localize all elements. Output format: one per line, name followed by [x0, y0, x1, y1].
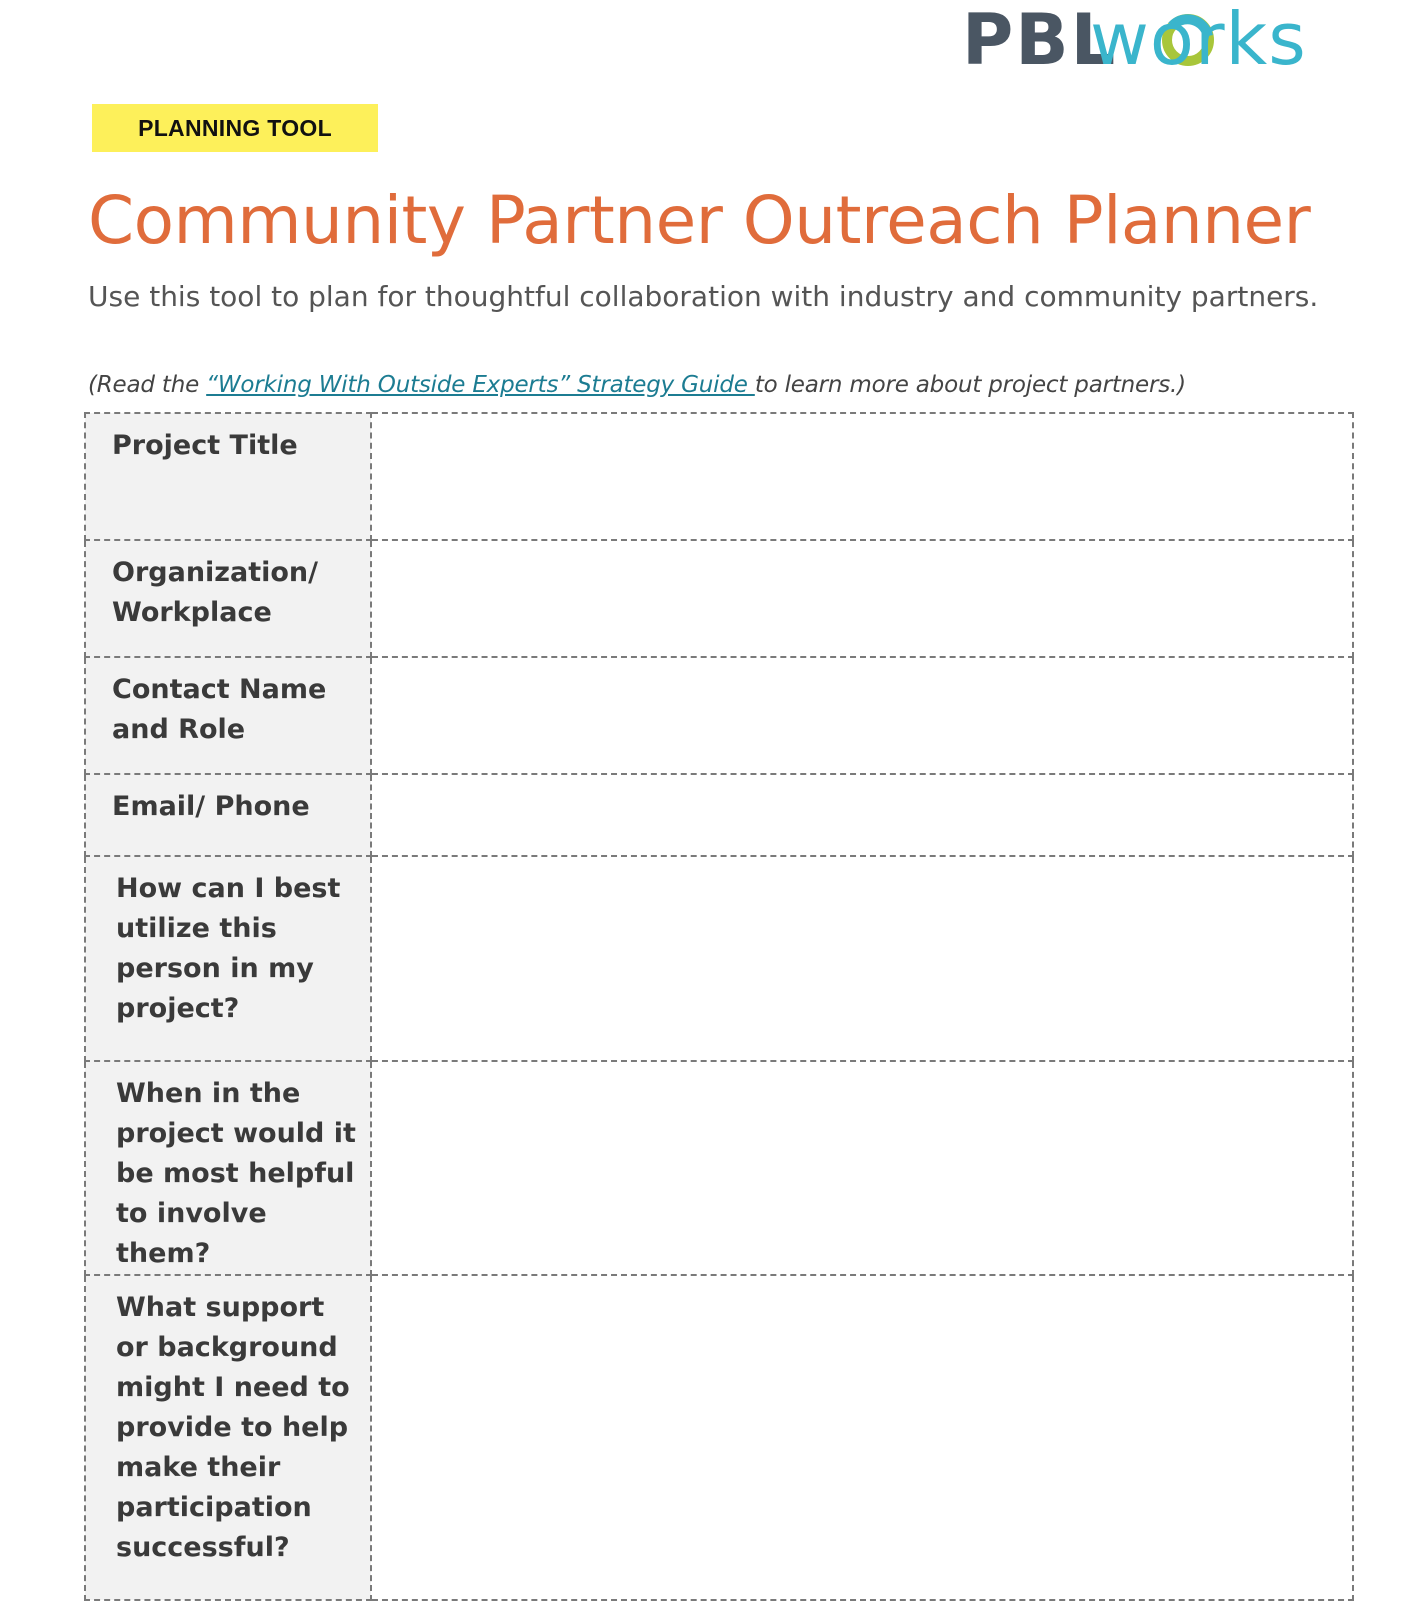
note-after: to learn more about project partners.)	[754, 372, 1186, 398]
label-utilize: How can I best utilize this person in my project?	[85, 856, 371, 1061]
strategy-guide-note	[88, 369, 1388, 401]
logo-text-works: works	[1090, 0, 1307, 78]
form-row-project-title	[85, 413, 1353, 540]
form-row-organization	[85, 540, 1353, 657]
field-contact-name[interactable]	[371, 657, 1353, 774]
strategy-guide-link[interactable]: “Working With Outside Experts” Strategy Guide	[206, 372, 755, 398]
outreach-form-table	[84, 412, 1354, 1601]
field-project-title[interactable]	[371, 413, 1353, 540]
form-row-contact-name	[85, 657, 1353, 774]
label-organization: Organization/ Workplace	[85, 540, 371, 657]
field-when-involve[interactable]	[371, 1061, 1353, 1275]
field-utilize[interactable]	[371, 856, 1353, 1061]
logo-text-pbl: PBL	[962, 0, 1118, 78]
field-support[interactable]	[371, 1275, 1353, 1600]
planning-tool-badge: PLANNING TOOL	[92, 104, 378, 152]
label-support: What support or background might I need to provide to help make their participation successful?	[85, 1275, 371, 1600]
label-contact-name: Contact Name and Role	[85, 657, 371, 774]
field-email-phone[interactable]	[371, 774, 1353, 856]
form-row-support	[85, 1275, 1353, 1600]
label-project-title: Project Title	[85, 413, 371, 540]
form-row-email-phone	[85, 774, 1353, 856]
form-row-when-involve	[85, 1061, 1353, 1275]
pblworks-logo-graphic	[962, 0, 1402, 78]
pblworks-logo	[962, 0, 1402, 78]
label-email-phone: Email/ Phone	[85, 774, 371, 856]
intro-text: Use this tool to plan for thoughtful collaboration with industry and community partners.	[88, 280, 1319, 313]
note-before: (Read the	[88, 372, 207, 398]
form-row-utilize	[85, 856, 1353, 1061]
page-title: Community Partner Outreach Planner	[88, 182, 1311, 259]
field-organization[interactable]	[371, 540, 1353, 657]
label-when-involve: When in the project would it be most helpful to involve them?	[85, 1061, 371, 1275]
